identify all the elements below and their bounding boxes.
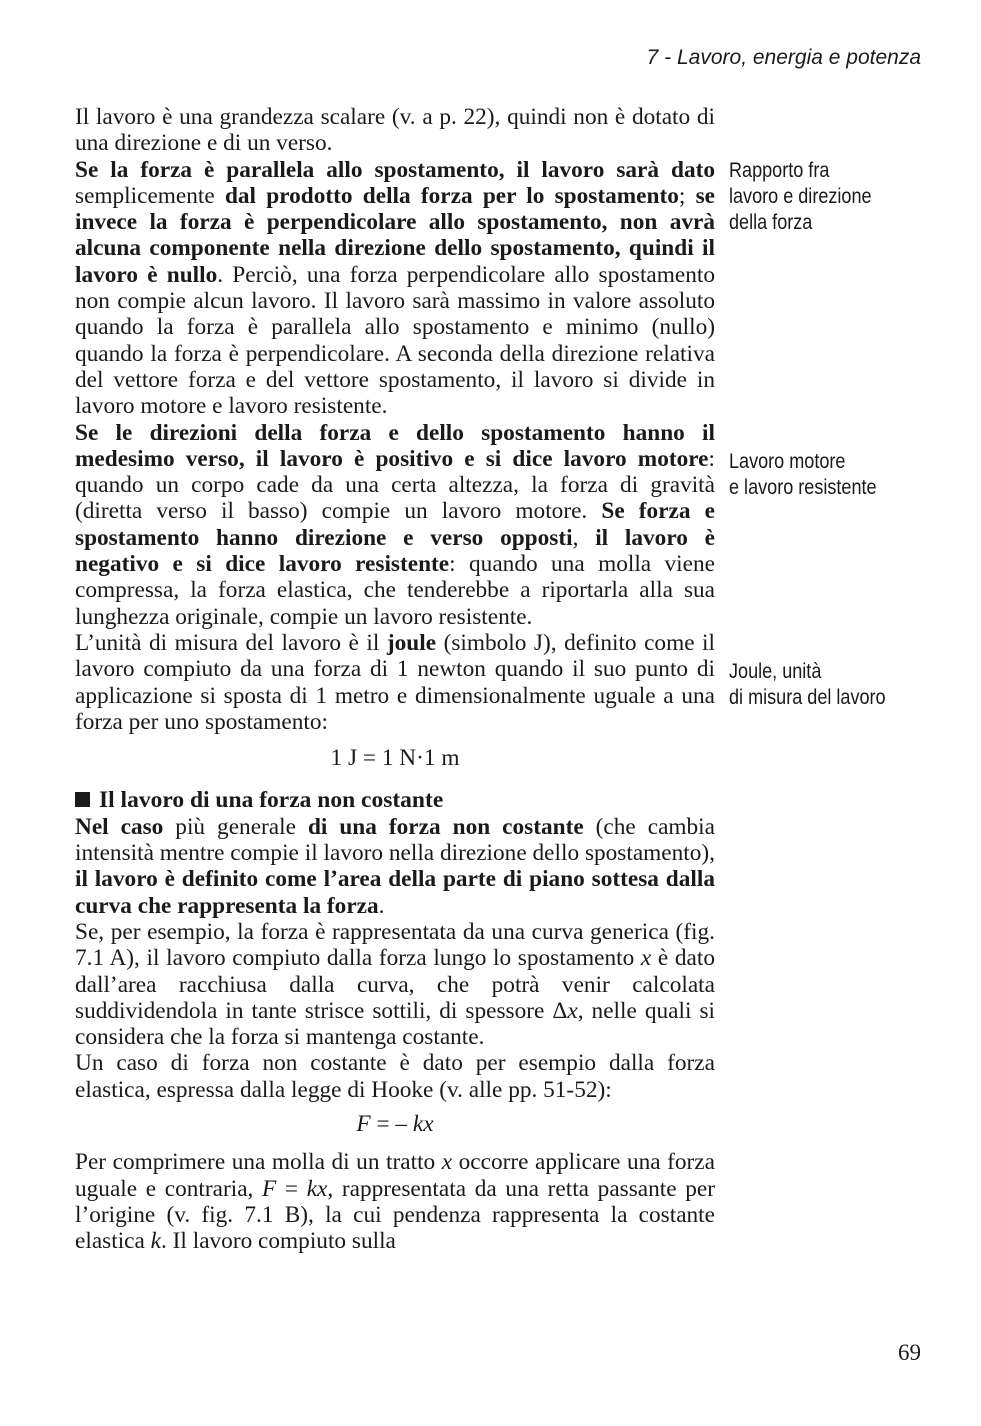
text-run: semplicemente: [75, 182, 225, 209]
text-run: L’unità di misura del lavoro è il: [75, 629, 387, 656]
bold-text: dal prodotto della forza per lo spostamento: [224, 182, 679, 209]
text-run: (simbolo J), definito come il lavoro compiuto da una forza di 1 newton quando il suo punto di applicazione si sposta di 1 metro e dimensionalmente uguale a una forza per uno spostamento:: [75, 629, 716, 735]
math-variable: x: [640, 945, 652, 972]
text-run: : quando una molla viene compressa, la forza elastica, che tenderebbe a riportarla alla sua lunghezza originale, compie un lavoro resistente.: [75, 551, 715, 630]
section-title: Il lavoro di una forza non costante: [99, 787, 444, 814]
bold-text: Se le direzioni della forza e dello spostamento hanno il medesimo verso, il lavoro è positivo e si dice lavoro motore: [75, 419, 715, 472]
paragraph-example-curve: [75, 919, 715, 1050]
bold-text: Se la forza è parallela allo spostamento, il lavoro sarà dato: [75, 156, 715, 183]
text-run: = –: [370, 1110, 413, 1137]
bold-text: se invece la forza è perpendicolare allo spostamento, non avrà alcuna componente nella direzione dello spostamento, quindi il lavoro è nullo: [75, 182, 715, 288]
text-run: più generale: [163, 813, 308, 840]
text-run: è dato dall’area racchiusa dalla curva, che potrà venir calcolata suddividendola in tante strisce sottili, di spessore Δ: [75, 945, 715, 1024]
bold-text: il lavoro è definito come l’area della parte di piano sottesa dalla curva che rappresenta la forza: [75, 866, 715, 919]
text-run: ;: [678, 182, 696, 209]
paragraph-hooke: Un caso di forza non costante è dato per esempio dalla forza elastica, espressa dalla legge di Hooke (v. alle pp. 51-52):: [75, 1050, 715, 1103]
text-run: , nelle quali si considera che la forza si mantenga costante.: [75, 997, 715, 1051]
paragraph-motor-work: [75, 420, 715, 630]
formula-joule: 1 J = 1 N·1 m: [330, 745, 460, 772]
note-line: di misura del lavoro: [729, 686, 886, 709]
text-run: . Il lavoro compiuto sulla: [161, 1228, 396, 1255]
bold-text: Se forza e spostamento hanno direzione e verso opposti: [75, 498, 715, 551]
math-variable: kx: [306, 1175, 328, 1202]
math-variable: F: [262, 1175, 277, 1202]
math-variable: x: [567, 997, 578, 1024]
bold-text: Nel caso: [75, 813, 164, 840]
text-run: Se, per esempio, la forza è rappresentata da una curva generica (fig. 7.1 A), il lavoro compiuto dalla forza lungo lo spostamento: [75, 918, 715, 972]
paragraph-joule: [75, 630, 715, 735]
running-head: 7 - Lavoro, energia e potenza: [646, 46, 921, 69]
text-run: ,: [572, 524, 596, 551]
text-run: : quando un corpo cade da una certa altezza, la forza di gravità (diretta verso il basso) compie un lavoro motore.: [75, 445, 715, 525]
math-variable: x: [441, 1149, 453, 1176]
text-run: (che cambia intensità mentre compie il lavoro nella direzione dello spostamento),: [75, 813, 715, 867]
note-line: della forza: [729, 211, 813, 234]
text-run: Per comprimere una molla di un tratto: [75, 1149, 442, 1176]
note-line: lavoro e direzione: [729, 185, 872, 208]
paragraph-spring: [75, 1149, 715, 1254]
square-bullet-icon: [75, 792, 90, 807]
note-line: Rapporto fra: [729, 159, 830, 182]
margin-note-direction: [729, 158, 910, 236]
math-variable: F: [356, 1110, 371, 1137]
text-run: . Perciò, una forza perpendicolare allo spostamento non compie alcun lavoro. Il lavoro sarà massimo in valore assoluto quando la forza è parallela allo spostamento e minimo (nullo) quando la forza è perpendicolare. A seconda della direzione relativa del vettore forza e del vettore spostamento, il lavoro si divide in lavoro motore e lavoro resistente.: [75, 261, 716, 420]
formula-hooke: [75, 1111, 715, 1137]
bold-text: di una forza non costante: [307, 813, 584, 840]
paragraph-direction: [75, 157, 715, 420]
text-run: =: [276, 1175, 307, 1202]
note-line: Lavoro motore: [729, 450, 846, 473]
margin-note-motor: [729, 449, 910, 501]
text-run: .: [378, 892, 385, 919]
margin-note-joule: [729, 659, 910, 711]
body-text: [75, 104, 715, 1254]
paragraph-scalar: Il lavoro è una grandezza scalare (v. a p. 22), quindi non è dotato di una direzione e di un verso.: [75, 104, 715, 157]
bold-text: joule: [386, 629, 437, 656]
section-heading: [75, 787, 715, 813]
text-run: , rappresentata da una retta passante per l’origine (v. fig. 7.1 B), la cui pendenza rappresenta la costante elastica: [75, 1175, 715, 1255]
note-line: e lavoro resistente: [729, 476, 877, 499]
text-run: occorre applicare una forza uguale e contraria,: [75, 1149, 715, 1202]
note-line: Joule, unità: [729, 660, 822, 683]
math-variable: k: [150, 1228, 162, 1255]
paragraph-nonconstant: [75, 814, 715, 919]
page-number: 69: [898, 1340, 921, 1365]
math-variable: kx: [412, 1110, 434, 1137]
bold-text: il lavoro è negativo e si dice lavoro resistente: [75, 524, 715, 578]
